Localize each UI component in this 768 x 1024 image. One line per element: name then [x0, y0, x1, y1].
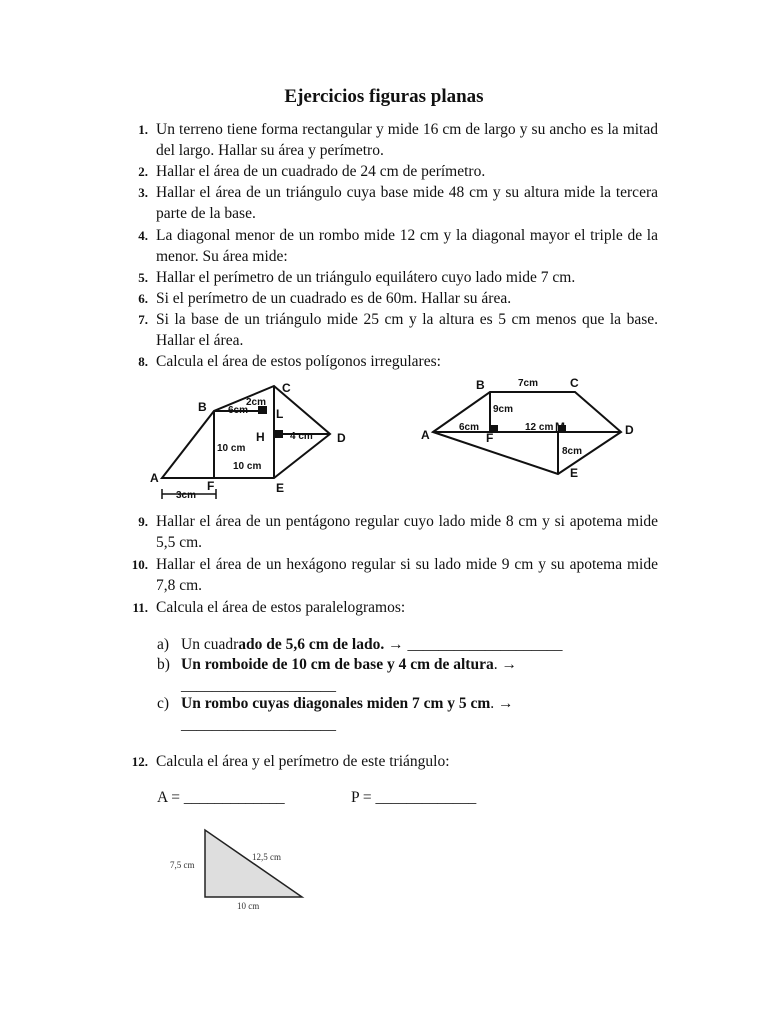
item-text: Un rombo cuyas diagonales miden 7 cm y 5 cm. → — [181, 695, 514, 712]
vertex-label: A — [421, 428, 430, 442]
triangle-shape — [205, 830, 302, 897]
measure-label: 6cm — [459, 422, 480, 433]
question-text: Si la base de un triángulo mide 25 cm y la altura es 5 cm menos que la base. Hallar el área. — [156, 311, 658, 349]
measure-label: 7cm — [518, 378, 539, 389]
polygon-figure-1 — [140, 378, 360, 504]
vertex-label: D — [625, 423, 634, 437]
question-text: Hallar el área de un triángulo cuya base mide 48 cm y su altura mide la tercera parte de la base. — [156, 184, 658, 222]
vertex-label: E — [276, 481, 285, 495]
question-8 — [130, 351, 658, 372]
vertex-label: C — [570, 376, 579, 390]
vertex-label: C — [282, 381, 291, 395]
polygon-figure-2 — [415, 374, 655, 484]
vertex-label: L — [276, 407, 284, 421]
question-number: 12. — [131, 754, 148, 769]
measure-label: 7,5 cm — [170, 860, 195, 870]
question-text: Un terreno tiene forma rectangular y mide 16 cm de largo y su ancho es la mitad del largo. Hallar su área y perímetro. — [156, 121, 658, 159]
question-1 — [130, 119, 658, 161]
right-triangle-figure — [165, 826, 325, 916]
measure-label: 10 cm — [233, 461, 262, 472]
measure-label: 10 cm — [237, 901, 260, 911]
vertex-label: A — [150, 471, 159, 485]
question-number: 2. — [138, 164, 148, 179]
question-9 — [130, 511, 658, 553]
question-number: 9. — [138, 514, 148, 529]
question-number: 6. — [138, 291, 148, 306]
answer-blank: ____________________ — [181, 677, 336, 694]
question-text: Hallar el área de un hexágono regular si su lado mide 9 cm y su apotema mide 7,8 cm. — [156, 556, 658, 594]
question-number: 7. — [138, 312, 148, 327]
question-text: Si el perímetro de un cuadrado es de 60m. Hallar su área. — [156, 290, 512, 307]
vertex-label: B — [198, 400, 207, 414]
vertex-label: D — [337, 431, 346, 445]
question-number: 8. — [138, 354, 148, 369]
measure-label: 12 cm — [525, 422, 554, 433]
item-text: Un cuadrado de 5,6 cm de lado. → ____________________ — [181, 636, 563, 653]
vertex-label: B — [476, 378, 485, 392]
answer-blank: ____________________ — [181, 716, 336, 733]
vertex-label: H — [256, 430, 265, 444]
question-number: 10. — [131, 557, 148, 572]
item-label: a) — [157, 636, 170, 653]
perimeter-answer: P = _____________ — [351, 789, 477, 806]
measure-label: 10 cm — [217, 443, 246, 454]
question-6 — [130, 288, 658, 309]
question-4 — [130, 225, 658, 267]
question-number: 4. — [138, 228, 148, 243]
question-11 — [130, 597, 658, 618]
question-number: 3. — [138, 185, 148, 200]
page-title: Ejercicios figuras planas — [284, 86, 484, 107]
question-number: 11. — [132, 600, 148, 615]
vertex-label: F — [207, 479, 215, 493]
measure-label: 3cm — [176, 490, 197, 501]
area-answer: A = _____________ — [157, 789, 285, 806]
item-text: Un romboide de 10 cm de base y 4 cm de altura. → — [181, 656, 517, 673]
measure-label: 12,5 cm — [252, 852, 281, 862]
measure-label: 6cm — [228, 405, 249, 416]
question-3 — [130, 182, 658, 224]
measure-label: 8cm — [562, 446, 583, 457]
measure-label: 9cm — [493, 404, 514, 415]
measure-label: 4 cm — [290, 431, 313, 442]
vertex-label: E — [570, 466, 579, 480]
question-number: 1. — [138, 122, 148, 137]
question-text: Calcula el área y el perímetro de este triángulo: — [156, 753, 450, 770]
question-number: 5. — [138, 270, 148, 285]
question-text: La diagonal menor de un rombo mide 12 cm y la diagonal mayor el triple de la menor. Su área mide: — [156, 227, 658, 265]
question-text: Hallar el área de un cuadrado de 24 cm de perímetro. — [156, 163, 486, 180]
question-7 — [130, 309, 658, 351]
question-10 — [130, 554, 658, 596]
question-text: Calcula el área de estos paralelogramos: — [156, 599, 406, 616]
question-text: Hallar el perímetro de un triángulo equilátero cuyo lado mide 7 cm. — [156, 269, 576, 286]
question-text: Calcula el área de estos polígonos irregulares: — [156, 353, 441, 370]
measure-label: 2cm — [246, 397, 267, 408]
item-label: b) — [157, 656, 170, 673]
vertex-label: M — [555, 420, 565, 434]
vertex-label: F — [486, 431, 494, 445]
item-label: c) — [157, 695, 170, 712]
question-text: Hallar el área de un pentágono regular cuyo lado mide 8 cm y si apotema mide 5,5 cm. — [156, 513, 658, 551]
question-12 — [130, 751, 658, 772]
question-5 — [130, 267, 658, 288]
question-2 — [130, 161, 658, 182]
